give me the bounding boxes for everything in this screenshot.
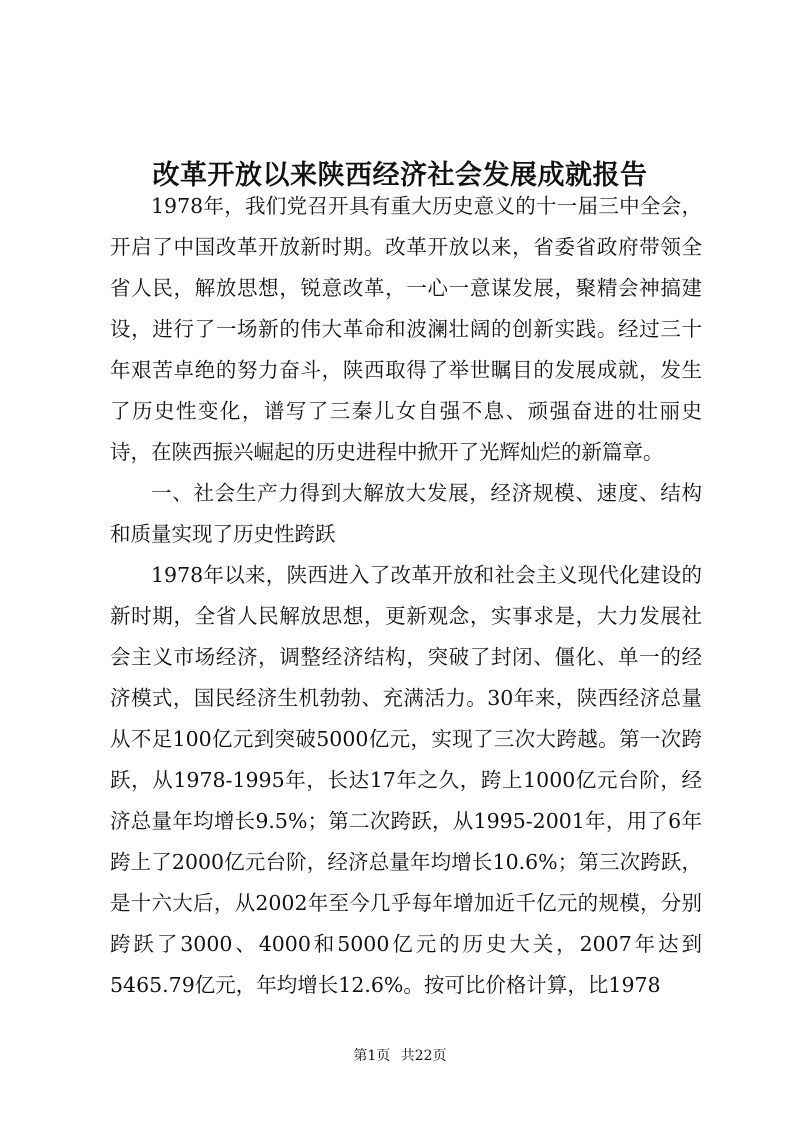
document-body — [110, 186, 702, 1006]
page-footer — [0, 1046, 800, 1066]
current-page-label: 第1页 — [353, 1048, 391, 1064]
section-heading: 一、社会生产力得到大解放大发展，经济规模、速度、结构和质量实现了历史性跨跃 — [110, 481, 702, 546]
intro-paragraph: 1978年，我们党召开具有重大历史意义的十一届三中全会，开启了中国改革开放新时期。改革开放以来，省委省政府带领全省人民，解放思想，锐意改革，一心一意谋发展，聚精会神搞建设，进行了一场新的伟大革命和波澜壮阔的创新实践。经过三十年艰苦卓绝的努力奋斗，陕西取得了举世瞩目的发展成就，发生了历史性变化，谱写了三秦儿女自强不息、顽强奋进的壮丽史诗，在陕西振兴崛起的历史进程中掀开了光辉灿烂的新篇章。 — [110, 194, 702, 464]
section-paragraph: 1978年以来，陕西进入了改革开放和社会主义现代化建设的新时期，全省人民解放思想，更新观念，实事求是，大力发展社会主义市场经济，调整经济结构，突破了封闭、僵化、单一的经济模式，国民经济生机勃勃、充满活力。30年来，陕西经济总量从不足100亿元到突破5000亿元，实现了三次大跨越。第一次跨跃，从1978-1995年，长达17年之久，跨上1000亿元台阶，经济总量年均增长9.5%；第二次跨跃，从1995-2001年，用了6年跨上了2000亿元台阶，经济总量年均增长10.6%；第三次跨跃，是十六大后，从2002年至今几乎每年增加近千亿元的规模，分别跨跃了3000、4000和5000亿元的历史大关，2007年达到5465.79亿元，年均增长12.6%。按可比价格计算，比1978 — [110, 563, 702, 997]
total-pages-label: 共22页 — [400, 1048, 447, 1064]
page-title: 改革开放以来陕西经济社会发展成就报告 — [152, 160, 648, 192]
